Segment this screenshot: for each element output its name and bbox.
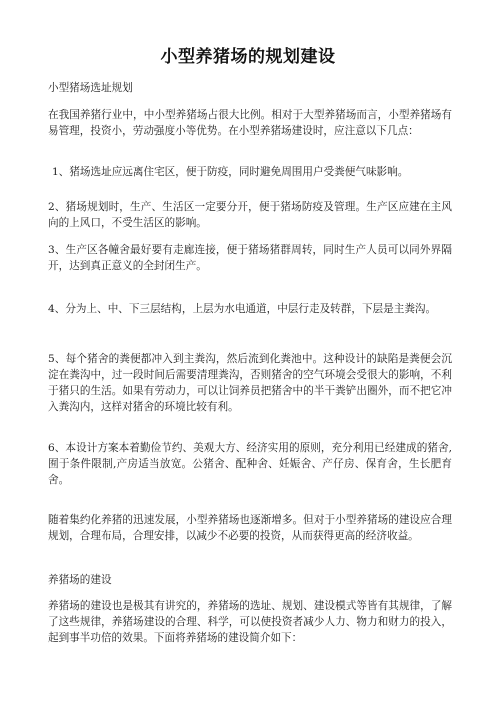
point-6: 6、本设计方案本着勤俭节约、美观大方、经济实用的原则，充分利用已经建成的猪舍,囿于条件限制,产房适当放宽。公猪舍、配种舍、妊娠舍、产仔房、保育舍，生长肥育舍。 — [48, 442, 452, 486]
intro-paragraph: 在我国养猪行业中，中小型养猪场占很大比例。相对于大型养猪场而言，小型养猪场有易管理，投资小，劳动强度小等优势。在小型养猪场建设时，应注意以下几点： — [48, 109, 452, 137]
section-heading-construction: 养猪场的建设 — [48, 574, 112, 586]
point-3: 3、生产区各幢舍最好要有走廊连接，便于猪场猪群周转，同时生产人员可以同外界隔开，达到真正意义的全封闭生产。 — [48, 244, 452, 272]
document-title: 小型养猪场的规划建设 — [160, 47, 336, 67]
point-2: 2、猪场规划时，生产、生活区一定要分开，便于猪场防疫及管理。生产区应建在主风向的上风口，不受生活区的影响。 — [48, 201, 452, 229]
point-5: 5、每个猪舍的粪便都冲入到主粪沟，然后流到化粪池中。这种设计的缺陷是粪便会沉淀在粪沟中，过一段时间后需要清理粪沟，否则猪舍的空气环境会受很大的影响，不利于猪只的生活。如果有劳动力，可以让饲养员把猪舍中的半干粪铲出圈外，而不把它冲入粪沟内，这样对猪舍的环境比较有利。 — [48, 353, 452, 413]
summary-paragraph: 随着集约化养猪的迅速发展，小型养猪场也逐渐增多。但对于小型养猪场的建设应合理规划，合理布局，合理安排，以减少不必要的投资，从而获得更高的经济收益。 — [48, 514, 452, 542]
section-heading-site-planning: 小型猪场选址规划 — [48, 82, 133, 94]
construction-paragraph: 养猪场的建设也是极其有讲究的，养猪场的选址、规划、建设模式等皆有其规律，了解了这些规律，养猪场建设的合理、科学，可以使投资者减少人力、物力和财力的投入，起到事半功倍的效果。下面将养猪场的建设简介如下： — [48, 600, 452, 644]
point-4: 4、分为上、中、下三层结构，上层为水电通道，中层行走及转群，下层是主粪沟。 — [48, 303, 437, 315]
point-1: 1、猪场选址应远离住宅区，便于防疫，同时避免周围用户受粪便气味影响。 — [52, 166, 409, 178]
